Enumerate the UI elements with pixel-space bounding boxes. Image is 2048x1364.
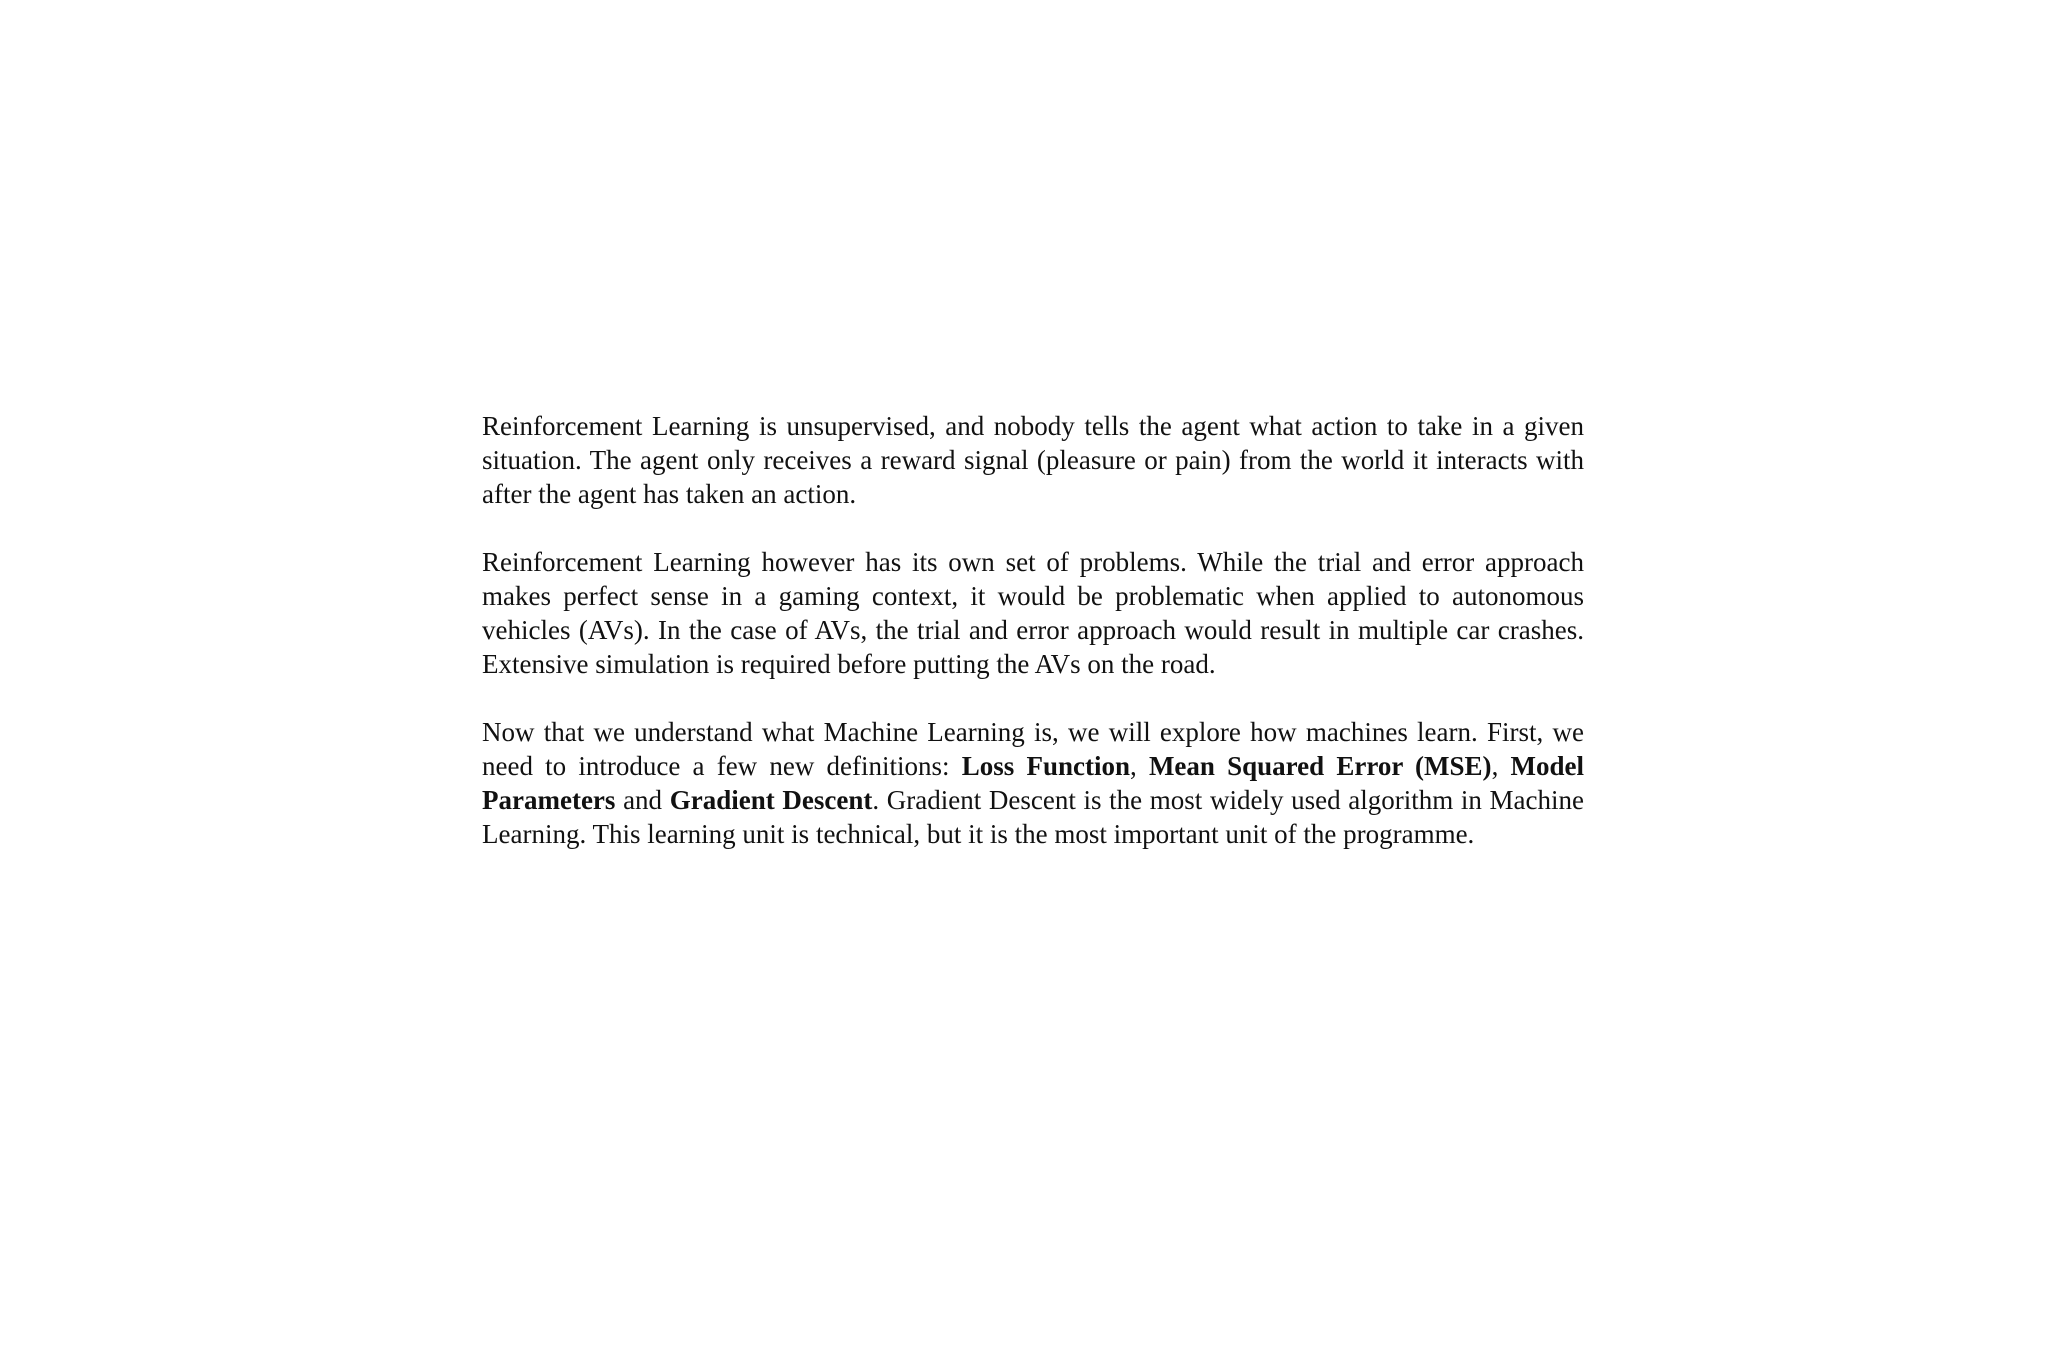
paragraph-reinforcement-learning: Reinforcement Learning is unsupervised, and nobody tells the agent what action to take in a given situation. The agent only receives a reward signal (pleasure or pain) from the world it interacts with after the agent has taken an action. xyxy=(482,411,1584,509)
paragraph-rl-problems: Reinforcement Learning however has its own set of problems. While the trial and error approach makes perfect sense in a gaming context, it would be problematic when applied to autonomous vehicles (AVs). In the case of AVs, the trial and error approach would result in multiple car crashes. Extensive simulation is required before putting the AVs on the road. xyxy=(482,547,1584,679)
term-mean-squared-error: Mean Squared Error (MSE) xyxy=(1148,751,1492,781)
separator-text: and xyxy=(615,785,670,815)
paragraph-outro-text: . Gradient Descent is the most widely used algorithm in Machine Learning. This learning unit is technical, but it is the most important unit of the programme. xyxy=(482,785,1584,849)
paragraph-how-machines-learn xyxy=(482,715,1584,851)
paragraph-intro-text: Now that we understand what Machine Learning is, we will explore how machines learn. First, we need to introduce a few new definitions: xyxy=(482,717,1584,781)
separator-text: , xyxy=(1130,751,1149,781)
term-loss-function: Loss Function xyxy=(961,751,1130,781)
separator-text: , xyxy=(1491,751,1511,781)
term-model-parameters: Model Parameters xyxy=(482,751,1585,815)
term-gradient-descent: Gradient Descent xyxy=(669,785,873,815)
body-text xyxy=(482,409,1584,851)
